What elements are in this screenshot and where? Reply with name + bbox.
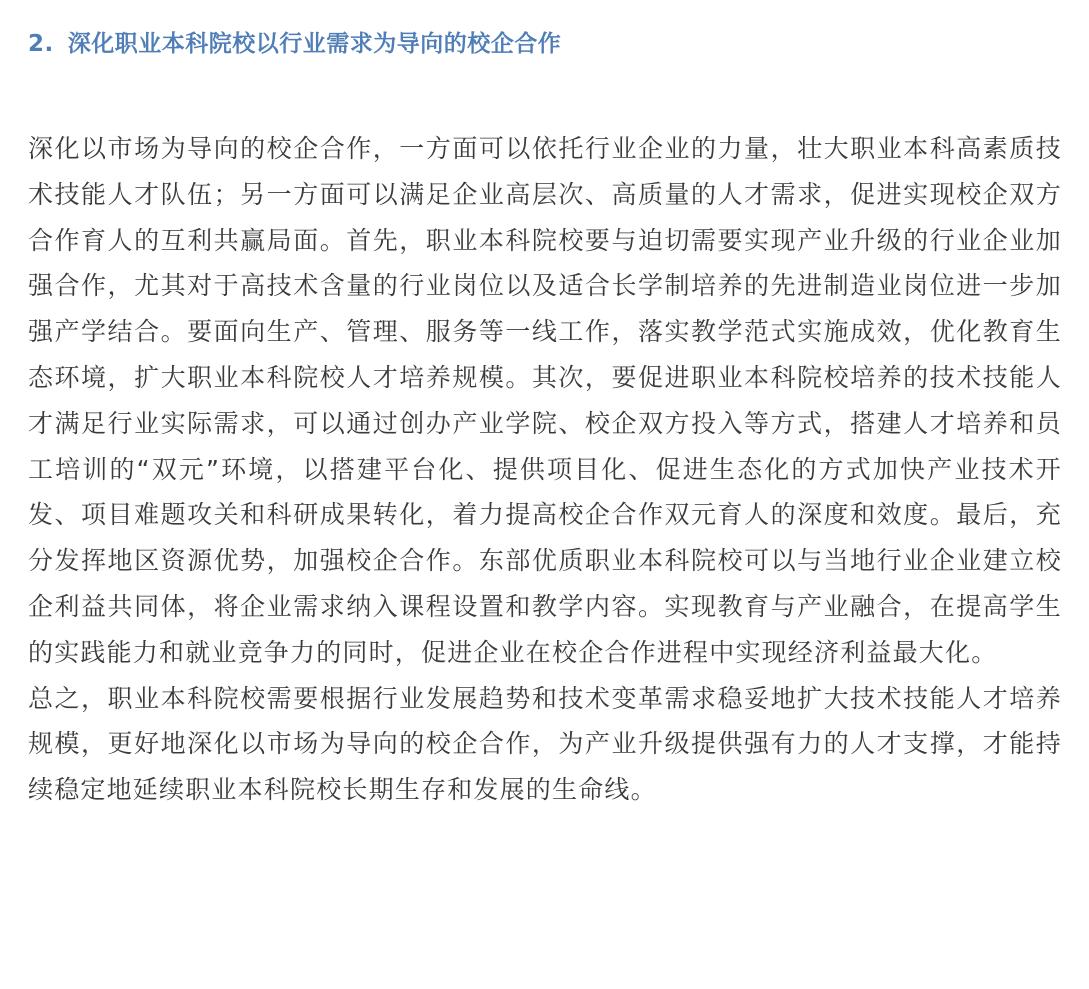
article xyxy=(28,22,1062,813)
section-title: 深化职业本科院校以行业需求为导向的校企合作 xyxy=(67,31,562,57)
section-number: 2. xyxy=(28,31,54,57)
body-paragraph-2: 总之，职业本科院校需要根据行业发展趋势和技术变革需求稳妥地扩大技术技能人才培养规模，更好地深化以市场为导向的校企合作，为产业升级提供强有力的人才支撑，才能持续稳定地延续职业本科院校长期生存和发展的生命线。 xyxy=(28,683,1062,805)
heading-spacer xyxy=(28,66,1062,126)
body-paragraph-1: 深化以市场为导向的校企合作，一方面可以依托行业企业的力量，壮大职业本科高素质技术技能人才队伍；另一方面可以满足企业高层次、高质量的人才需求，促进实现校企双方合作育人的互利共赢局面。首先，职业本科院校要与迫切需要实现产业升级的行业企业加强合作，尤其对于高技术含量的行业岗位以及适合长学制培养的先进制造业岗位进一步加强产学结合。要面向生产、管理、服务等一线工作，落实教学范式实施成效，优化教育生态环境，扩大职业本科院校人才培养规模。其次，要促进职业本科院校培养的技术技能人才满足行业实际需求，可以通过创办产业学院、校企双方投入等方式，搭建人才培养和员工培训的“双元”环境，以搭建平台化、提供项目化、促进生态化的方式加快产业技术开发、项目难题攻关和科研成果转化，着力提高校企合作双元育人的深度和效度。最后，充分发挥地区资源优势，加强校企合作。东部优质职业本科院校可以与当地行业企业建立校企利益共同体，将企业需求纳入课程设置和教学内容。实现教育与产业融合，在提高学生的实践能力和就业竞争力的同时，促进企业在校企合作进程中实现经济利益最大化。 xyxy=(28,134,1062,667)
section-heading xyxy=(28,22,1062,66)
